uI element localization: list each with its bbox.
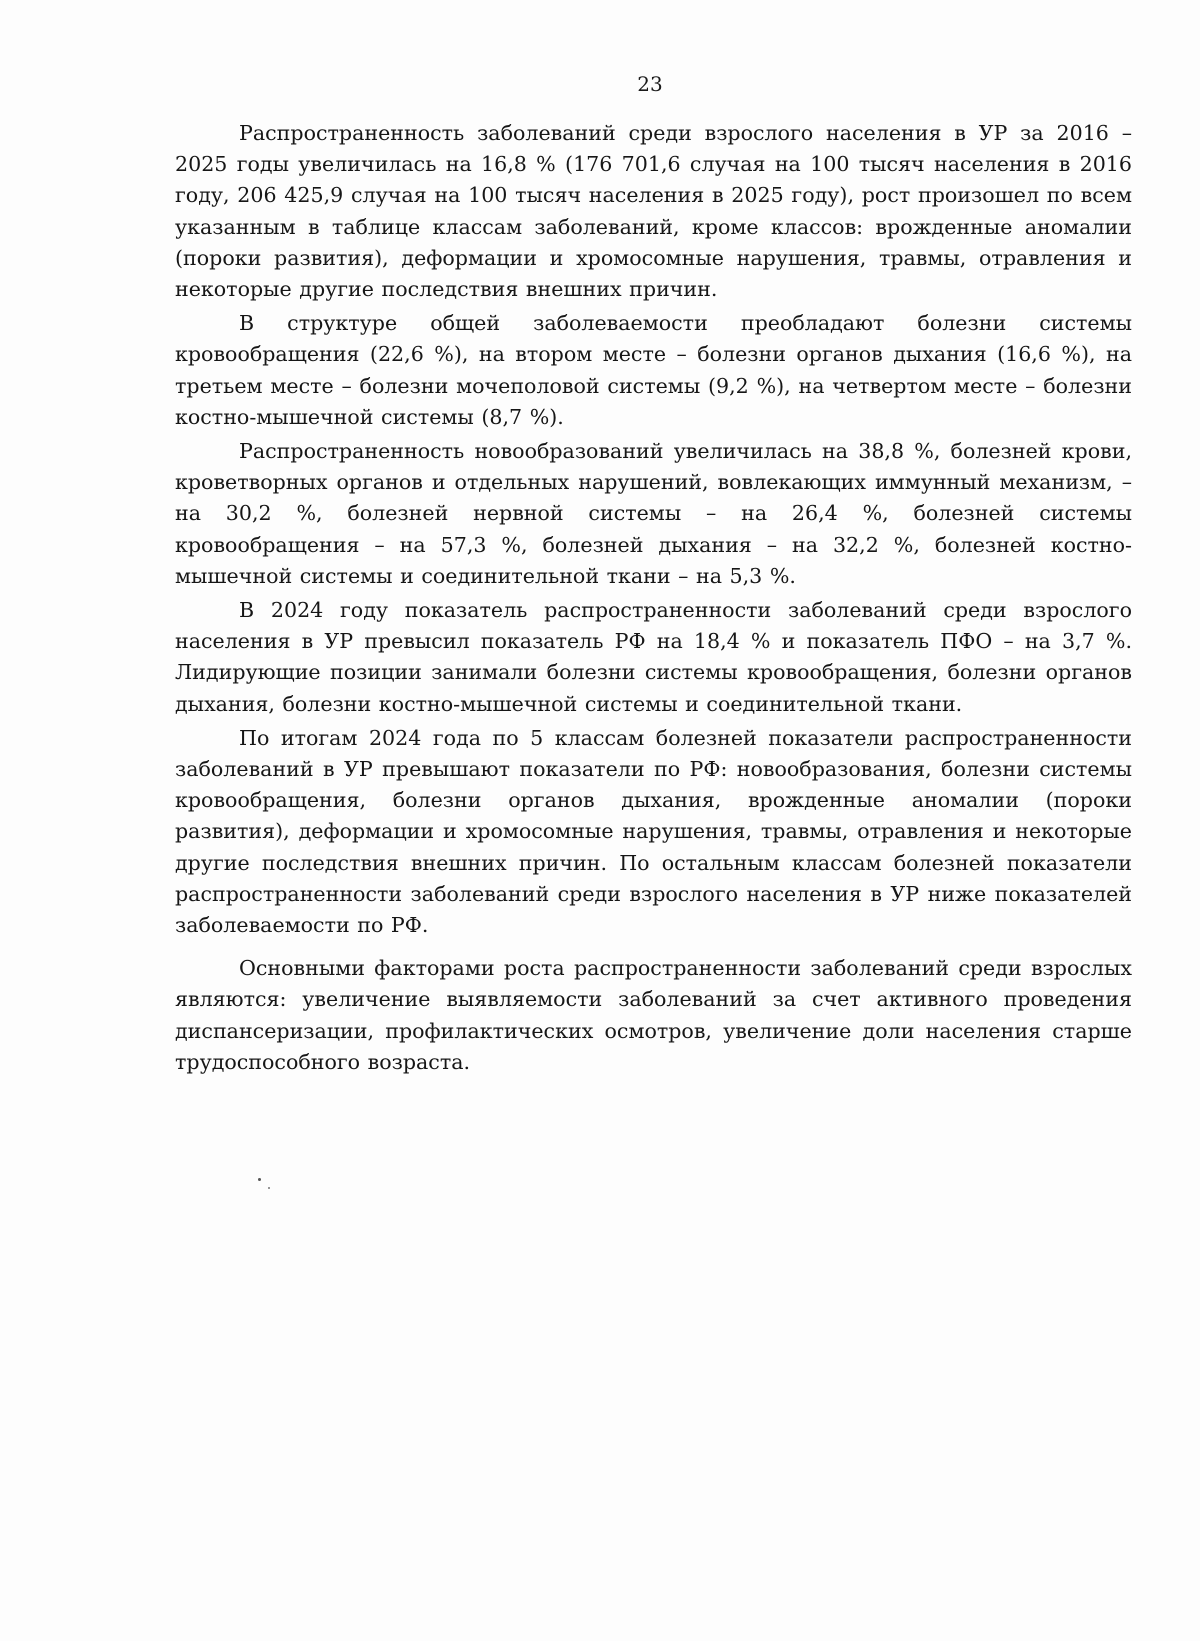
paragraph-morbidity-structure: В структуре общей заболеваемости преобладают болезни системы кровообращения (22,6 %), на втором месте – болезни органов дыхания (16,6 %), на третьем месте – болезни мочеполовой системы (9,2 %), на четвертом месте – болезни костно-мышечной системы (8,7 %). xyxy=(175,311,1132,429)
paragraph-comparison-2024: В 2024 году показатель распространенности заболеваний среди взрослого населения в УР превысил показатель РФ на 18,4 % и показатель ПФО – на 3,7 %. Лидирующие позиции занимали болезни системы кровообращения, болезни органов дыхания, болезни костно-мышечной системы и соединительной ткани. xyxy=(175,598,1132,716)
scan-speck xyxy=(268,1187,270,1189)
scan-speck xyxy=(258,1178,261,1181)
paragraph-classes-exceeding: По итогам 2024 года по 5 классам болезней показатели распространенности заболеваний в УР превышают показатели по РФ: новообразования, болезни системы кровообращения, болезни органов дыхания, врожденные аномалии (пороки развития), деформации и хромосомные нарушения, травмы, отравления и некоторые другие последствия внешних причин. По остальным классам болезней показатели распространенности заболеваний среди взрослого населения в УР ниже показателей заболеваемости по РФ. xyxy=(175,725,1132,938)
document-body xyxy=(175,118,1132,1081)
paragraph-prevalence-growth: Распространенность заболеваний среди взрослого населения в УР за 2016 – 2025 годы увеличилась на 16,8 % (176 701,6 случая на 100 тысяч населения в 2016 году, 206 425,9 случая на 100 тысяч населения в 2025 году), рост произошел по всем указанным в таблице классам заболеваний, кроме классов: врожденные аномалии (пороки развития), деформации и хромосомные нарушения, травмы, отравления и некоторые другие последствия внешних причин. xyxy=(175,121,1132,302)
page-number: 23 xyxy=(637,72,663,96)
paragraph-class-growth: Распространенность новообразований увеличилась на 38,8 %, болезней крови, кроветворных органов и отдельных нарушений, вовлекающих иммунный механизм, – на 30,2 %, болезней нервной системы – на 26,4 %, болезней системы кровообращения – на 57,3 %, болезней дыхания – на 32,2 %, болезней костно-мышечной системы и соединительной ткани – на 5,3 %. xyxy=(175,439,1132,588)
paragraph-growth-factors: Основными факторами роста распространенности заболеваний среди взрослых являются: увеличение выявляемости заболеваний за счет активного проведения диспансеризации, профилактических осмотров, увеличение доли населения старше трудоспособного возраста. xyxy=(175,956,1132,1074)
